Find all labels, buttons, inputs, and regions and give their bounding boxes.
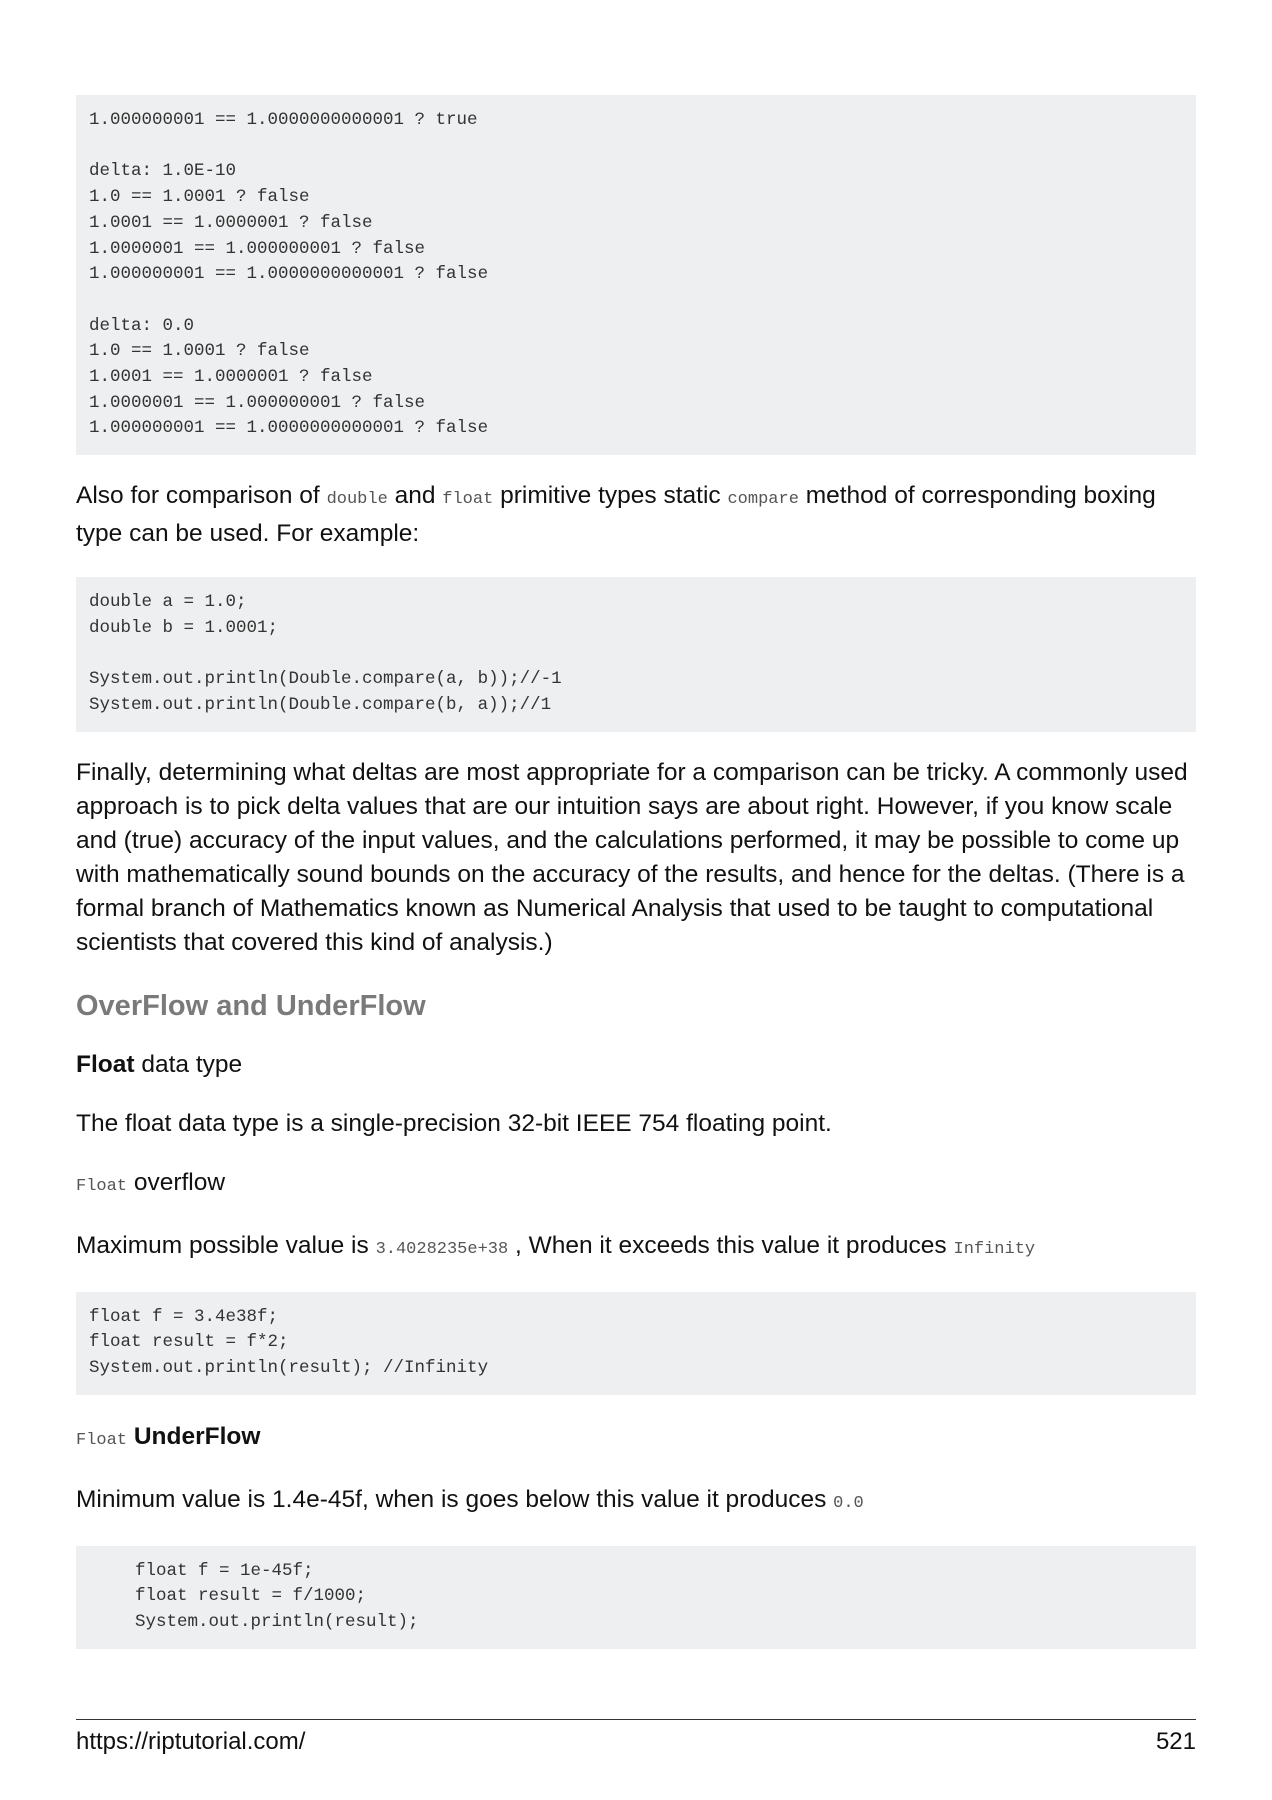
code-line: float f = 1e-45f; bbox=[135, 1560, 314, 1581]
inline-code-float: Float bbox=[76, 1430, 128, 1450]
inline-code-zero: 0.0 bbox=[833, 1493, 864, 1513]
inline-code-compare: compare bbox=[727, 490, 799, 510]
page-footer bbox=[76, 1719, 1196, 1755]
paragraph-compare bbox=[76, 479, 1196, 551]
code-line: System.out.println(Double.compare(a, b));//-1 bbox=[89, 669, 562, 690]
text: overflow bbox=[127, 1168, 226, 1196]
code-line: float f = 3.4e38f; bbox=[89, 1306, 279, 1327]
code-line bbox=[89, 134, 1183, 160]
code-line: float result = f/1000; bbox=[135, 1586, 367, 1607]
code-line: float result = f*2; bbox=[89, 1332, 289, 1353]
float-overflow-heading bbox=[76, 1166, 1196, 1204]
code-line: 1.000000001 == 1.0000000000001 ? false bbox=[89, 418, 489, 439]
code-line: 1.000000001 == 1.0000000000001 ? true bbox=[89, 110, 478, 130]
inline-code-max-value: 3.4028235e+38 bbox=[375, 1239, 509, 1259]
text: Also for comparison of bbox=[76, 482, 327, 510]
code-line: 1.0001 == 1.0000001 ? false bbox=[89, 212, 373, 233]
code-line: 1.0 == 1.0001 ? false bbox=[89, 341, 310, 362]
float-underflow-heading bbox=[76, 1420, 1196, 1458]
code-block-underflow bbox=[76, 1546, 1196, 1649]
code-line: delta: 1.0E-10 bbox=[89, 161, 237, 182]
inline-code-float: float bbox=[442, 490, 494, 510]
bold-float: Float bbox=[76, 1050, 135, 1078]
float-description: The float data type is a single-precision 32-bit IEEE 754 floating point. bbox=[76, 1109, 832, 1137]
text: and bbox=[387, 482, 443, 510]
footer-url[interactable]: https://riptutorial.com/ bbox=[76, 1728, 306, 1755]
inline-code-float: Float bbox=[76, 1176, 128, 1196]
bold-underflow: UnderFlow bbox=[133, 1422, 261, 1450]
text: data type bbox=[134, 1050, 243, 1078]
code-line: System.out.println(result); //Infinity bbox=[89, 1358, 489, 1379]
float-data-type-heading bbox=[76, 1048, 1196, 1082]
code-block-overflow bbox=[76, 1292, 1196, 1395]
max-value-paragraph bbox=[76, 1229, 1196, 1267]
page-content bbox=[76, 95, 1196, 1649]
code-line: 1.0000001 == 1.000000001 ? false bbox=[89, 238, 426, 259]
code-block-double-compare bbox=[76, 577, 1196, 732]
text: , When it exceeds this value it produces bbox=[508, 1231, 954, 1259]
inline-code-infinity: Infinity bbox=[953, 1239, 1036, 1259]
code-block-delta-output bbox=[76, 95, 1196, 455]
code-line: System.out.println(Double.compare(b, a));//1 bbox=[89, 694, 552, 715]
code-line: double a = 1.0; bbox=[89, 592, 247, 613]
min-value-paragraph bbox=[76, 1483, 1196, 1521]
code-line: 1.0000001 == 1.000000001 ? false bbox=[89, 392, 426, 413]
code-line bbox=[89, 288, 1183, 314]
text: method of corresponding boxing type can be used. For example: bbox=[76, 482, 1156, 548]
inline-code-double: double bbox=[326, 490, 388, 510]
text: Minimum value is 1.4e-45f, when is goes below this value it produces bbox=[76, 1485, 834, 1513]
code-line: double b = 1.0001; bbox=[89, 617, 279, 638]
text: Maximum possible value is bbox=[76, 1231, 376, 1259]
code-line bbox=[89, 642, 1183, 668]
section-heading: OverFlow and UnderFlow bbox=[76, 989, 426, 1022]
code-line: 1.000000001 == 1.0000000000001 ? false bbox=[89, 264, 489, 285]
text: primitive types static bbox=[493, 482, 728, 510]
code-line: delta: 0.0 bbox=[89, 315, 195, 336]
code-line: System.out.println(result); bbox=[135, 1612, 419, 1633]
code-line: 1.0001 == 1.0000001 ? false bbox=[89, 367, 373, 387]
code-line: 1.0 == 1.0001 ? false bbox=[89, 187, 310, 208]
page-number: 521 bbox=[1155, 1728, 1196, 1755]
paragraph-deltas: Finally, determining what deltas are most appropriate for a comparison can be tricky. A commonly used approach is to pick delta values that are our intuition says are about right. However, if you know scale and (true) accuracy of the input values, and the calculations performed, it may be possible to come up with mathematically sound bounds on the accuracy of the results, and hence for the deltas. (There is a formal branch of Mathematics known as Numerical Analysis that used to be taught to computational scientists that covered this kind of analysis.) bbox=[76, 758, 1188, 956]
